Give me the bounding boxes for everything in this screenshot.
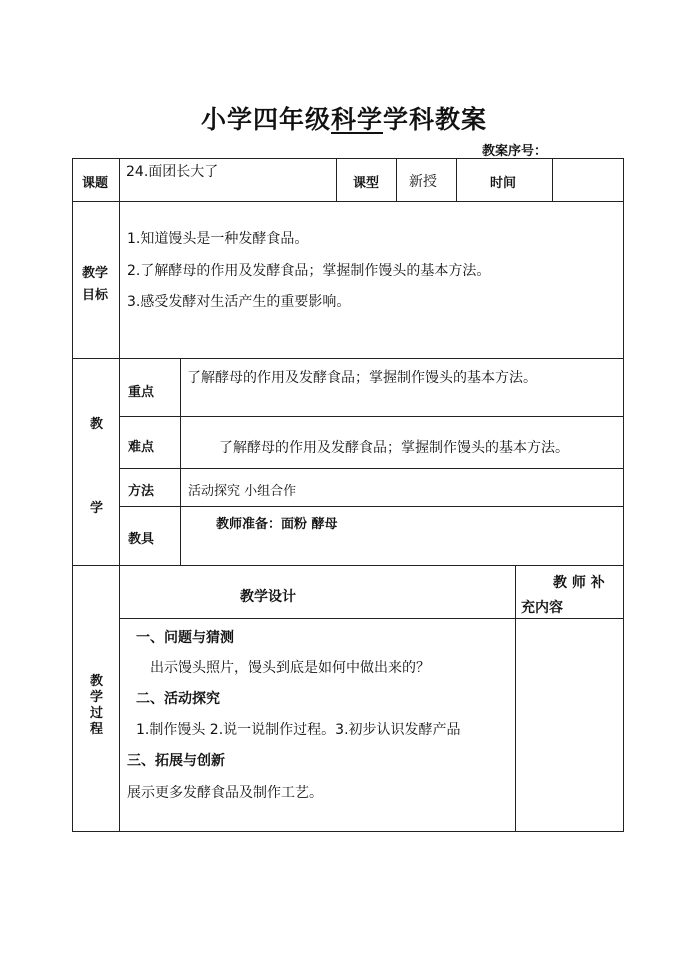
title-grade: 小学四年级 — [200, 105, 331, 134]
document-title — [0, 100, 688, 136]
type-value: 新授 — [409, 174, 437, 190]
row-divider — [120, 506, 624, 507]
process-label: 教 — [90, 674, 104, 689]
section-heading: 三、拓展与创新 — [127, 753, 225, 769]
row-divider — [72, 201, 624, 202]
title-subject: 科学 — [330, 105, 383, 134]
row-divider — [120, 416, 624, 417]
type-label: 课型 — [353, 176, 380, 191]
teaching-label: 学 — [90, 501, 104, 516]
supplement-header: 充内容 — [521, 600, 563, 616]
process-line: 展示更多发酵食品及制作工艺。 — [127, 785, 323, 801]
serial-number-label: 教案序号： — [482, 144, 548, 159]
row-divider — [72, 565, 624, 566]
process-label: 过 — [90, 706, 104, 721]
time-label: 时间 — [490, 176, 517, 191]
process-line: 出示馒头照片，馒头到底是如何中做出来的？ — [150, 660, 430, 676]
design-header: 教学设计 — [240, 589, 296, 605]
column-divider — [336, 158, 337, 201]
column-divider — [180, 358, 181, 565]
teaching-label: 教 — [90, 417, 104, 432]
topic-value: 24.面团长大了 — [126, 164, 219, 180]
column-divider — [396, 158, 397, 201]
row-divider — [72, 358, 624, 359]
tools-label: 教具 — [128, 532, 155, 547]
column-divider — [119, 158, 120, 832]
process-label: 程 — [90, 722, 104, 737]
title-suffix: 学科教案 — [383, 105, 488, 134]
key-point-label: 重点 — [128, 385, 155, 400]
section-heading: 二、活动探究 — [136, 691, 220, 707]
topic-label: 课题 — [82, 176, 109, 191]
tools-value: 教师准备：面粉 酵母 — [216, 517, 338, 532]
column-divider — [515, 565, 516, 832]
key-point-value: 了解酵母的作用及发酵食品；掌握制作馒头的基本方法。 — [187, 370, 537, 386]
row-divider — [120, 468, 624, 469]
goal-item: 3.感受发酵对生活产生的重要影响。 — [127, 294, 351, 310]
supplement-header: 教 师 补 — [553, 575, 605, 591]
column-divider — [456, 158, 457, 201]
goal-item: 2.了解酵母的作用及发酵食品；掌握制作馒头的基本方法。 — [127, 263, 491, 279]
difficulty-value: 了解酵母的作用及发酵食品；掌握制作馒头的基本方法。 — [219, 440, 569, 456]
difficulty-label: 难点 — [128, 440, 155, 455]
method-value: 活动探究 小组合作 — [188, 484, 297, 499]
column-divider — [552, 158, 553, 201]
row-divider — [120, 618, 624, 619]
goal-item: 1.知道馒头是一种发酵食品。 — [127, 231, 309, 247]
section-heading: 一、问题与猜测 — [136, 630, 234, 646]
method-label: 方法 — [128, 484, 155, 499]
goals-label: 目标 — [82, 288, 109, 303]
process-line: 1.制作馒头 2.说一说制作过程。3.初步认识发酵产品 — [136, 722, 461, 738]
goals-label: 教学 — [82, 266, 109, 281]
process-label: 学 — [90, 690, 104, 705]
